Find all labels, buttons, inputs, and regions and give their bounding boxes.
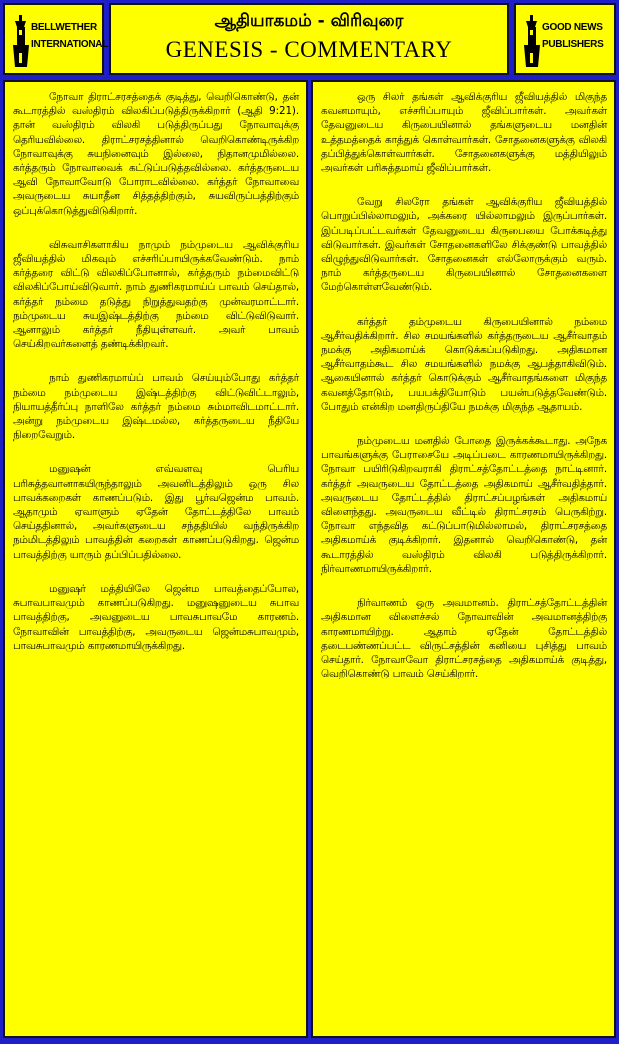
bell-tower-icon — [522, 13, 542, 69]
paragraph: ஒரு சிலர் தங்கள் ஆவிக்குரிய ஜீவியத்தில் மிகுந்த கவனமாயும், எச்சரிப்பாயும் ஜீவிப்பார்கள். அவர்கள் தேவனுடைய கிருபையினால் தங்களுடைய மனதின் உத்தமத்தைக் காத்துக் கொள்வார்கள். சோதனைகளுக்கு விலகி தப்பித்துக்கொள்வார்கள். சோதனைகளுக்கு மத்தியிலும் அவர்கள் பரிசுத்தமாய் ஜீவிப்பார்கள். — [321, 91, 607, 175]
logo-line-1: GOOD NEWS — [542, 22, 603, 33]
page-title-tamil: ஆதியாகமம் - விரிவுரை — [214, 11, 404, 31]
logo-line-2: INTERNATIONAL — [31, 39, 109, 50]
right-column — [311, 80, 616, 1038]
logo-text-right — [542, 19, 612, 53]
page-title-english: GENESIS - COMMENTARY — [165, 37, 453, 62]
logo-text-left — [31, 19, 109, 53]
logo-line-1: BELLWETHER — [31, 22, 97, 33]
paragraph: மனுஷர் மத்தியிலே ஜென்ம பாவத்தைப்போல, சுபாவபாவமும் காணப்படுகிறது. மனுஷனுடைய சுபாவ பாவத்திற்கு, அவனுடைய பாவசுபாவமே காரணம். நோவாவின் பாவத்திற்கு, அவருடைய ஜென்மசுபாவமும், பாவசுபாவமும் காரணமாயிருக்கிறது. — [13, 582, 299, 652]
title-box — [109, 3, 509, 75]
paragraph: நம்முடைய மனதில் போதை இருக்கக்கூடாது. அநேக பாவங்களுக்கு பேராசையே அடிப்படை காரணமாயிருக்கிறது. நோவா பயிரிடுகிறவராகி திராட்சத்தோட்டத்தை நாட்டினார். கர்த்தர் அவருடைய தோட்டத்தை அதிகமாய் ஆசீர்வதித்தார். அவருடைய தோட்டத்தில் திராட்சப்பழங்கள் அதிகமாய் விளைந்தது. அவருடைய வீட்டில் திராட்சரசம் பெருகிற்று. நோவா எந்தவித கட்டுப்பாடுமில்லாமல், திராட்சரசத்தை அதிகமாய்க் குடிக்கிறார். இதனால் வெறிகொண்டு, தன் கூடாரத்தில் வஸ்திரம் விலகி படுத்திருக்கிறார். நிர்வாணமாயிருக்கிறார். — [321, 435, 607, 575]
paragraph: வேறு சிலரோ தங்கள் ஆவிக்குரிய ஜீவியத்தில் பொறுப்பில்லாமலும், அக்கரை யில்லாமலும் இருப்பார்கள். இப்படிப்பட்டவர்கள் தேவனுடைய கிருபையை போக்கடித்து விடுவார்கள். இவர்கள் சோதனைகளிலே சிக்குண்டு பாவத்தில் விழுந்துவிடுவார்கள். சோதனைகள் எல்லோருக்கும் வரும். நாம் கர்த்தருடைய கிருபையினால் சோதனைகளை மேற்கொள்ளவேண்டும். — [321, 196, 607, 294]
publisher-logo-right — [514, 3, 616, 75]
paragraph: நாம் துணிகரமாய்ப் பாவம் செய்யும்போது கர்த்தர் நம்மை நம்முடைய இஷ்டத்திற்கு விட்டுவிட்டாலும், நியாயத்தீர்ப்பு நாளிலே கர்த்தர் நம்மை சும்மாவிடமாட்டார். அன்று நம்முடைய இஷ்டமல்ல, கர்த்தருடைய நீதியே நிறைவேறும். — [13, 372, 299, 442]
logo-line-2: PUBLISHERS — [542, 39, 604, 50]
publisher-logo-left — [3, 3, 109, 75]
left-column — [3, 80, 308, 1038]
paragraph: விசுவாசிகளாகிய நாமும் நம்முடைய ஆவிக்குரிய ஜீவியத்தில் மிகவும் எச்சரிப்பாயிருக்கவேண்டும். நாம் கர்த்தரை விட்டு விலகிப்போனால், கர்த்தரும் நம்மைவிட்டு விலகிப்போய்விடுவார். நாம் துணிகரமாய்ப் பாவம் செய்தால், கர்த்தர் நம்மை தடுத்து நிறுத்துவதற்கு முன்வரமாட்டார். நம்முடைய சுயஇஷ்டத்திற்கு நம்மை விட்டுவிடுவார். ஆனாலும் கர்த்தர் நீதியுள்ளவர். அவர் பாவம் செய்கிறவர்களைத் தண்டிக்கிறவர். — [13, 238, 299, 351]
paragraph: மனுஷன் எவ்வளவு பெரிய பரிசுத்தவானாகயிருந்தாலும் அவனிடத்திலும் ஒரு சில பாவக்கறைகள் காணப்படும். இது பூர்வஜென்ம பாவம். ஆதாமும் ஏவாளும் ஏதேன் தோட்டத்திலே பாவம் செய்ததினால், அவர்களுடைய சந்ததியில் வந்திருக்கிற நம்மிடத்திலும் பாவத்தின் கறைகள் காணப்படுகிறது. ஜென்ம பாவத்திற்கு யாரும் தப்பிப்பதில்லை. — [13, 463, 299, 561]
paragraph: நிர்வாணம் ஒரு அவமானம். திராட்சத்தோட்டத்தின் அதிகமான விளைச்சல் நோவாவின் அவமானத்திற்கு காரணமாயிற்று. ஆதாம் ஏதேன் தோட்டத்தில் தடைபண்ணப்பட்ட விருட்சத்தின் கனியை புசித்து பாவம் செய்தார். நோவாவோ திராட்சரசத்தை அதிகமாய்க் குடித்து, வெறிகொண்டு பாவம் செய்கிறார். — [321, 597, 607, 681]
bell-tower-icon — [11, 13, 31, 69]
bellwether-logo — [11, 13, 109, 69]
page-header — [3, 3, 616, 75]
good-news-logo — [522, 13, 612, 69]
paragraph: கர்த்தர் தம்முடைய கிருபையினால் நம்மை ஆசீர்வதிக்கிறார். சில சமயங்களில் கர்த்தருடைய ஆசீர்வாதம் நமக்கு அதிகமாய்க் கொடுக்கப்படுகிறது. அதிகமான ஆசீர்வாதம்கூட சில சமயங்களில் நமக்கு ஆபத்தாகிவிடும். ஆகையினால் கர்த்தர் கொடுக்கும் ஆசீர்வாதங்களை மிகுந்த கவனத்தோடும், பயபக்தியோடும் பயன்படுத்தவேண்டும். போதும் என்கிற மனதிருப்தியே நமக்கு மிகுந்த ஆதாயம். — [321, 315, 607, 413]
paragraph: நோவா திராட்சரசத்தைக் குடித்து, வெறிகொண்டு, தன் கூடாரத்தில் வஸ்திரம் விலகிப்படுத்திருக்கிறார் (ஆதி 9:21). தான் வஸ்திரம் விலகி படுத்திருப்பது நோவாவுக்கு தெரியவில்லை. திராட்சரசத்தினால் வெறிகொண்டிருக்கிற நோவாவுக்கு சுயநினைவும் இல்லை, நிதானமுமில்லை. கர்த்தரும் நோவாவைக் கட்டுப்படுத்தவில்லை. கர்த்தருடைய ஆவி நோவாவோடு போராடவில்லை. கர்த்தர் நோவாவை அவருடைய சுயாதீன சித்தத்திற்கும், சுயவிருப்பத்திற்கும் ஒப்புக்கொடுத்துவிடுகிறார். — [13, 91, 299, 217]
